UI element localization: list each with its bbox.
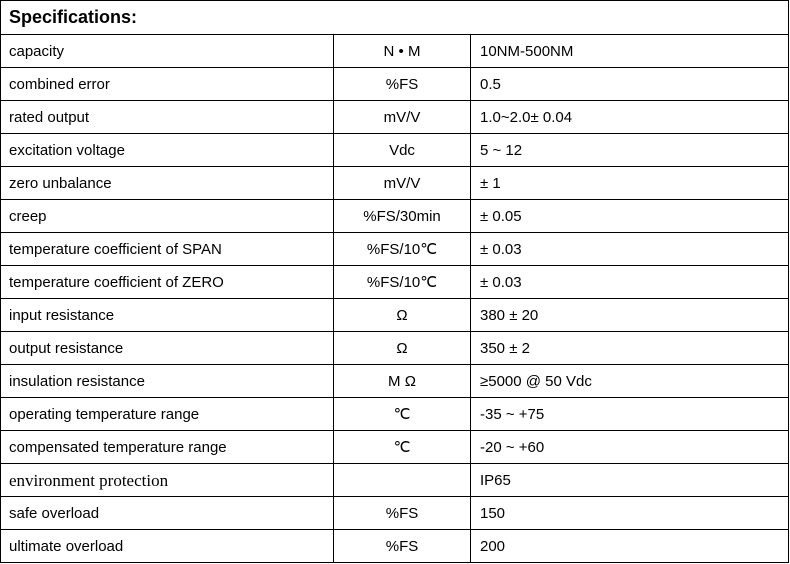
table-row [1,68,789,101]
table-row [1,332,789,365]
unit-cell [334,464,471,497]
parameter-cell: operating temperature range [1,398,334,431]
parameter-cell: zero unbalance [1,167,334,200]
unit-cell: N • M [334,35,471,68]
parameter-cell: ultimate overload [1,530,334,563]
table-title: Specifications: [1,1,789,35]
value-cell: 1.0~2.0± 0.04 [471,101,789,134]
value-cell: ± 0.05 [471,200,789,233]
value-cell: ± 1 [471,167,789,200]
unit-cell: %FS [334,497,471,530]
parameter-cell: output resistance [1,332,334,365]
value-cell: IP65 [471,464,789,497]
unit-cell: ℃ [334,398,471,431]
parameter-cell: insulation resistance [1,365,334,398]
value-cell: -35 ~ +75 [471,398,789,431]
table-row [1,200,789,233]
value-cell: 5 ~ 12 [471,134,789,167]
unit-cell: Ω [334,332,471,365]
table-row [1,365,789,398]
unit-cell: Ω [334,299,471,332]
table-row [1,497,789,530]
parameter-cell: environment protection [1,464,334,497]
unit-cell: %FS/10℃ [334,233,471,266]
table-row [1,233,789,266]
unit-cell: M Ω [334,365,471,398]
unit-cell: %FS [334,530,471,563]
parameter-cell: capacity [1,35,334,68]
table-header-row [1,1,789,35]
table-row [1,464,789,497]
table-row [1,101,789,134]
table-row [1,167,789,200]
table-row [1,299,789,332]
unit-cell: mV/V [334,167,471,200]
value-cell: 200 [471,530,789,563]
parameter-cell: compensated temperature range [1,431,334,464]
parameter-cell: rated output [1,101,334,134]
value-cell: 380 ± 20 [471,299,789,332]
parameter-cell: excitation voltage [1,134,334,167]
value-cell: -20 ~ +60 [471,431,789,464]
table-row [1,266,789,299]
table-row [1,35,789,68]
parameter-cell: safe overload [1,497,334,530]
value-cell: 150 [471,497,789,530]
table-row [1,134,789,167]
value-cell: 350 ± 2 [471,332,789,365]
value-cell: ± 0.03 [471,233,789,266]
parameter-cell: temperature coefficient of SPAN [1,233,334,266]
table-row [1,530,789,563]
table-row [1,431,789,464]
table-row [1,398,789,431]
unit-cell: ℃ [334,431,471,464]
unit-cell: %FS/30min [334,200,471,233]
unit-cell: Vdc [334,134,471,167]
value-cell: 0.5 [471,68,789,101]
value-cell: ≥5000 @ 50 Vdc [471,365,789,398]
parameter-cell: combined error [1,68,334,101]
parameter-cell: input resistance [1,299,334,332]
parameter-cell: creep [1,200,334,233]
unit-cell: %FS/10℃ [334,266,471,299]
parameter-cell: temperature coefficient of ZERO [1,266,334,299]
value-cell: 10NM-500NM [471,35,789,68]
unit-cell: mV/V [334,101,471,134]
unit-cell: %FS [334,68,471,101]
value-cell: ± 0.03 [471,266,789,299]
